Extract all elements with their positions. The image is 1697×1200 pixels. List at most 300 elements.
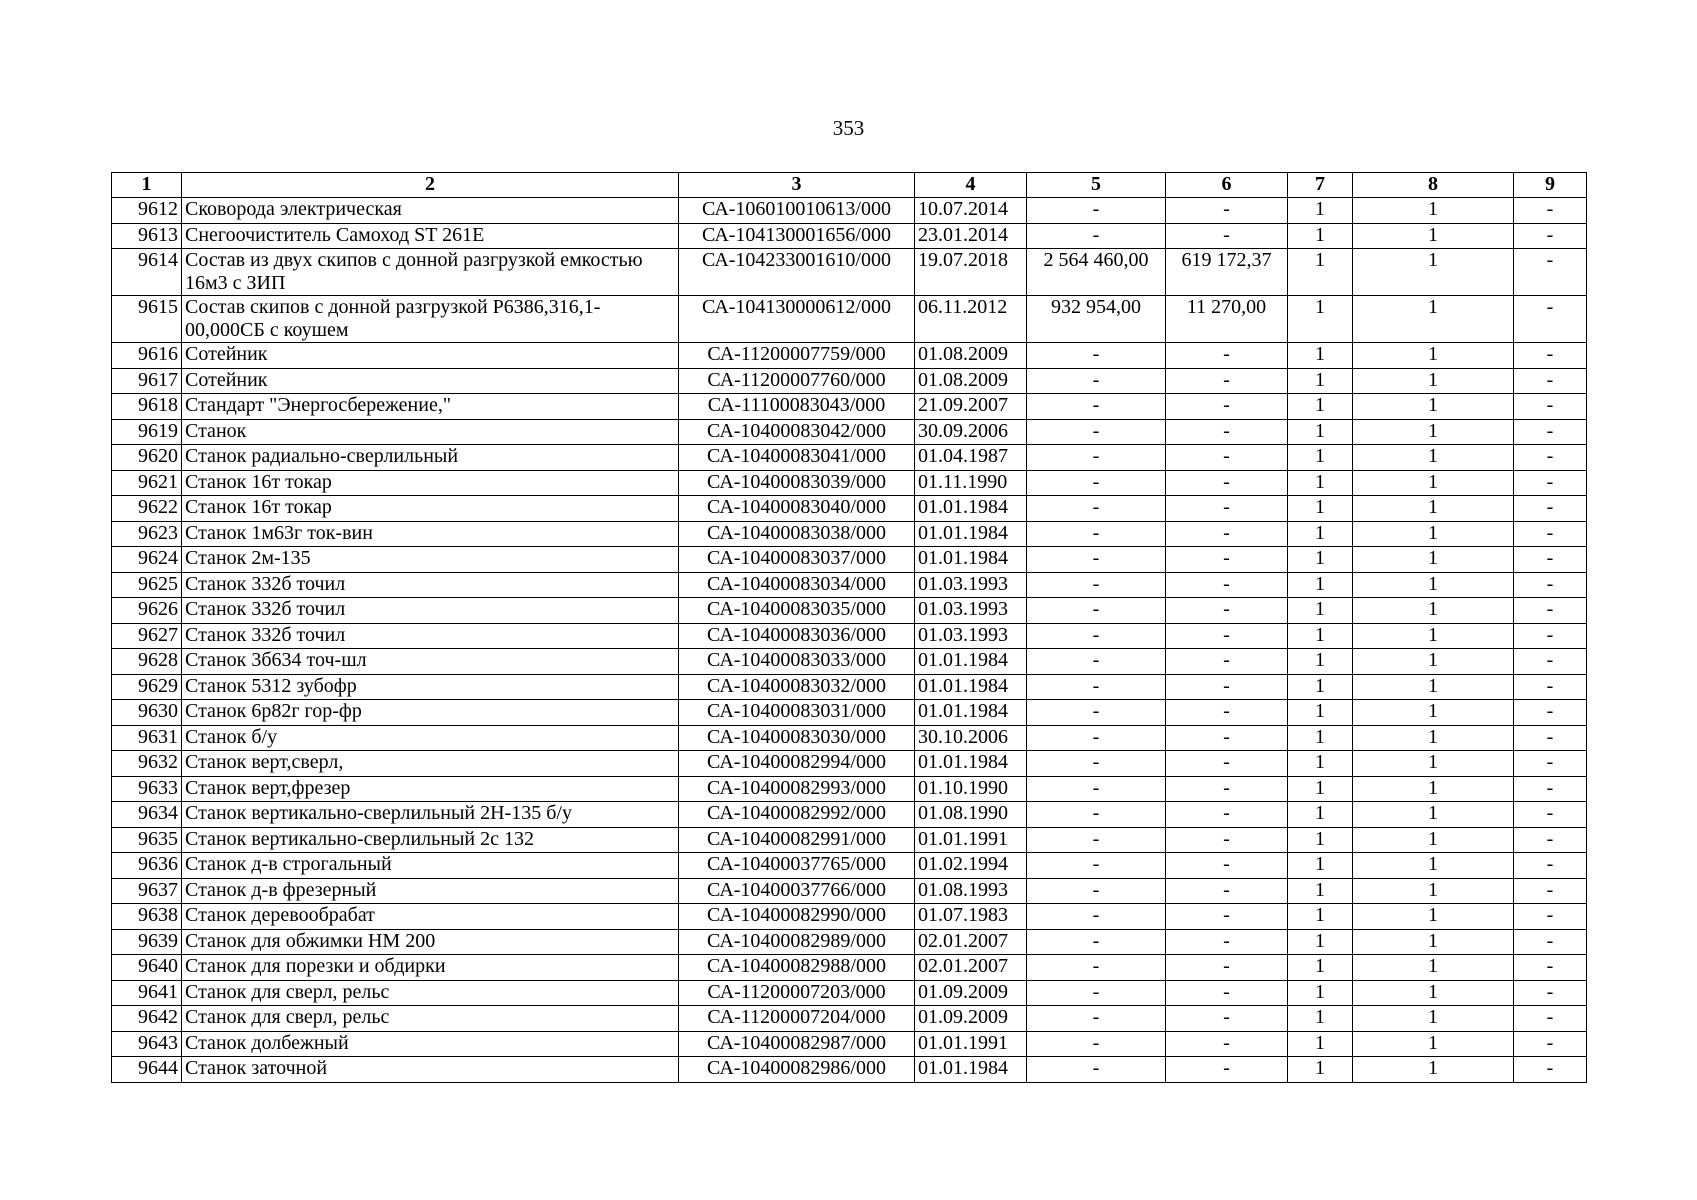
row-number-cell: 9639 (112, 929, 182, 955)
col8-value-cell: 1 (1353, 470, 1514, 496)
item-name-cell: Станок 6р82г гор-фр (182, 700, 679, 726)
date-cell: 01.01.1984 (915, 1057, 1027, 1083)
col5-value-cell: - (1027, 649, 1166, 675)
col7-value-cell: 1 (1288, 853, 1353, 879)
inventory-code-cell: СА-10400082986/000 (679, 1057, 915, 1083)
col5-value-cell: - (1027, 419, 1166, 445)
item-name-cell: Станок для сверл, рельс (182, 1006, 679, 1032)
col9-value-cell: - (1514, 878, 1587, 904)
col5-value-cell: - (1027, 198, 1166, 224)
col5-value-cell: - (1027, 368, 1166, 394)
item-name-cell: Сковорода электрическая (182, 198, 679, 224)
col6-value-cell: - (1166, 419, 1288, 445)
date-cell: 10.07.2014 (915, 198, 1027, 224)
col6-value-cell: - (1166, 1057, 1288, 1083)
col5-value-cell: - (1027, 1057, 1166, 1083)
col7-value-cell: 1 (1288, 1006, 1353, 1032)
col5-value-cell: - (1027, 1006, 1166, 1032)
row-number-cell: 9627 (112, 623, 182, 649)
col5-value-cell: 2 564 460,00 (1027, 249, 1166, 296)
item-name-cell: Станок долбежный (182, 1031, 679, 1057)
col8-value-cell: 1 (1353, 955, 1514, 981)
date-cell: 23.01.2014 (915, 223, 1027, 249)
col9-value-cell: - (1514, 598, 1587, 624)
col9-value-cell: - (1514, 649, 1587, 675)
col5-value-cell: - (1027, 547, 1166, 573)
col7-value-cell: 1 (1288, 296, 1353, 343)
col9-value-cell: - (1514, 419, 1587, 445)
row-number-cell: 9623 (112, 521, 182, 547)
item-name-cell: Станок вертикально-сверлильный 2Н-135 б/у (182, 802, 679, 828)
col7-value-cell: 1 (1288, 1057, 1353, 1083)
column-number-header-row (112, 173, 1587, 198)
row-number-cell: 9636 (112, 853, 182, 879)
table-row (112, 419, 1587, 445)
item-name-cell: Станок вертикально-сверлильный 2с 132 (182, 827, 679, 853)
col6-value-cell: - (1166, 223, 1288, 249)
row-number-cell: 9612 (112, 198, 182, 224)
date-cell: 01.09.2009 (915, 980, 1027, 1006)
table-row (112, 929, 1587, 955)
item-name-cell: Станок б/у (182, 725, 679, 751)
col8-value-cell: 1 (1353, 904, 1514, 930)
date-cell: 01.01.1984 (915, 700, 1027, 726)
col9-value-cell: - (1514, 496, 1587, 522)
inventory-code-cell: СА-11100083043/000 (679, 394, 915, 420)
table-row (112, 725, 1587, 751)
inventory-code-cell: СА-10400082988/000 (679, 955, 915, 981)
col7-value-cell: 1 (1288, 674, 1353, 700)
col9-value-cell: - (1514, 1057, 1587, 1083)
table-row (112, 878, 1587, 904)
inventory-code-cell: СА-10400083037/000 (679, 547, 915, 573)
inventory-code-cell: СА-10400083031/000 (679, 700, 915, 726)
inventory-code-cell: СА-10400082987/000 (679, 1031, 915, 1057)
date-cell: 01.01.1984 (915, 649, 1027, 675)
table-row (112, 853, 1587, 879)
item-name-cell: Станок для обжимки НМ 200 (182, 929, 679, 955)
col6-value-cell: - (1166, 700, 1288, 726)
row-number-cell: 9635 (112, 827, 182, 853)
item-name-cell: Состав из двух скипов с донной разгрузкой емкостью 16м3 с ЗИП (182, 249, 679, 296)
date-cell: 01.02.1994 (915, 853, 1027, 879)
col9-value-cell: - (1514, 470, 1587, 496)
col9-value-cell: - (1514, 249, 1587, 296)
inventory-code-cell: СА-10400082993/000 (679, 776, 915, 802)
col7-value-cell: 1 (1288, 929, 1353, 955)
table-row (112, 572, 1587, 598)
col9-value-cell: - (1514, 929, 1587, 955)
inventory-code-cell: СА-10400082991/000 (679, 827, 915, 853)
inventory-code-cell: СА-10400083036/000 (679, 623, 915, 649)
col7-value-cell: 1 (1288, 623, 1353, 649)
col8-value-cell: 1 (1353, 343, 1514, 369)
col9-value-cell: - (1514, 1006, 1587, 1032)
col8-value-cell: 1 (1353, 521, 1514, 547)
row-number-cell: 9617 (112, 368, 182, 394)
col7-value-cell: 1 (1288, 547, 1353, 573)
col6-value-cell: - (1166, 827, 1288, 853)
col6-value-cell: - (1166, 776, 1288, 802)
col6-value-cell: - (1166, 343, 1288, 369)
col8-value-cell: 1 (1353, 419, 1514, 445)
item-name-cell: Станок 332б точил (182, 623, 679, 649)
col9-value-cell: - (1514, 623, 1587, 649)
col7-value-cell: 1 (1288, 343, 1353, 369)
inventory-code-cell: СА-104130001656/000 (679, 223, 915, 249)
col7-value-cell: 1 (1288, 776, 1353, 802)
table-body (112, 198, 1587, 1083)
col6-value-cell: - (1166, 878, 1288, 904)
col6-value-cell: - (1166, 904, 1288, 930)
date-cell: 30.09.2006 (915, 419, 1027, 445)
row-number-cell: 9618 (112, 394, 182, 420)
table-row (112, 1006, 1587, 1032)
date-cell: 01.11.1990 (915, 470, 1027, 496)
col9-value-cell: - (1514, 296, 1587, 343)
col9-value-cell: - (1514, 521, 1587, 547)
col7-value-cell: 1 (1288, 725, 1353, 751)
date-cell: 02.01.2007 (915, 929, 1027, 955)
item-name-cell: Станок д-в строгальный (182, 853, 679, 879)
col8-value-cell: 1 (1353, 623, 1514, 649)
table-row (112, 598, 1587, 624)
col6-value-cell: - (1166, 980, 1288, 1006)
col7-value-cell: 1 (1288, 827, 1353, 853)
date-cell: 02.01.2007 (915, 955, 1027, 981)
table-row (112, 198, 1587, 224)
row-number-cell: 9621 (112, 470, 182, 496)
col5-value-cell: - (1027, 751, 1166, 777)
table-row (112, 904, 1587, 930)
col7-value-cell: 1 (1288, 700, 1353, 726)
inventory-code-cell: СА-10400083040/000 (679, 496, 915, 522)
col7-value-cell: 1 (1288, 198, 1353, 224)
item-name-cell: Станок 332б точил (182, 598, 679, 624)
inventory-code-cell: СА-10400083041/000 (679, 445, 915, 471)
item-name-cell: Станок 3б634 точ-шл (182, 649, 679, 675)
col5-value-cell: - (1027, 1031, 1166, 1057)
column-header: 3 (679, 173, 915, 198)
col5-value-cell: - (1027, 674, 1166, 700)
table-row (112, 496, 1587, 522)
row-number-cell: 9643 (112, 1031, 182, 1057)
col5-value-cell: - (1027, 802, 1166, 828)
col6-value-cell: - (1166, 623, 1288, 649)
inventory-code-cell: СА-10400083039/000 (679, 470, 915, 496)
item-name-cell: Станок для порезки и обдирки (182, 955, 679, 981)
col8-value-cell: 1 (1353, 649, 1514, 675)
col6-value-cell: - (1166, 572, 1288, 598)
date-cell: 01.03.1993 (915, 572, 1027, 598)
date-cell: 01.03.1993 (915, 598, 1027, 624)
col7-value-cell: 1 (1288, 1031, 1353, 1057)
item-name-cell: Станок д-в фрезерный (182, 878, 679, 904)
inventory-code-cell: СА-11200007204/000 (679, 1006, 915, 1032)
col7-value-cell: 1 (1288, 470, 1353, 496)
date-cell: 01.07.1983 (915, 904, 1027, 930)
inventory-code-cell: СА-10400083034/000 (679, 572, 915, 598)
col5-value-cell: - (1027, 521, 1166, 547)
row-number-cell: 9644 (112, 1057, 182, 1083)
table-row (112, 296, 1587, 343)
col5-value-cell: - (1027, 223, 1166, 249)
row-number-cell: 9629 (112, 674, 182, 700)
inventory-code-cell: СА-10400083033/000 (679, 649, 915, 675)
date-cell: 01.03.1993 (915, 623, 1027, 649)
col9-value-cell: - (1514, 802, 1587, 828)
row-number-cell: 9633 (112, 776, 182, 802)
row-number-cell: 9631 (112, 725, 182, 751)
row-number-cell: 9620 (112, 445, 182, 471)
table-row (112, 980, 1587, 1006)
inventory-code-cell: СА-10400083038/000 (679, 521, 915, 547)
col9-value-cell: - (1514, 368, 1587, 394)
date-cell: 21.09.2007 (915, 394, 1027, 420)
inventory-code-cell: СА-10400083035/000 (679, 598, 915, 624)
row-number-cell: 9632 (112, 751, 182, 777)
col9-value-cell: - (1514, 674, 1587, 700)
inventory-code-cell: СА-11200007760/000 (679, 368, 915, 394)
col7-value-cell: 1 (1288, 249, 1353, 296)
col8-value-cell: 1 (1353, 249, 1514, 296)
col6-value-cell: 619 172,37 (1166, 249, 1288, 296)
col9-value-cell: - (1514, 827, 1587, 853)
col6-value-cell: 11 270,00 (1166, 296, 1288, 343)
row-number-cell: 9613 (112, 223, 182, 249)
row-number-cell: 9622 (112, 496, 182, 522)
col6-value-cell: - (1166, 496, 1288, 522)
col9-value-cell: - (1514, 955, 1587, 981)
col9-value-cell: - (1514, 1031, 1587, 1057)
row-number-cell: 9630 (112, 700, 182, 726)
col9-value-cell: - (1514, 223, 1587, 249)
col7-value-cell: 1 (1288, 223, 1353, 249)
inventory-code-cell: СА-106010010613/000 (679, 198, 915, 224)
col5-value-cell: - (1027, 470, 1166, 496)
inventory-code-cell: СА-10400082990/000 (679, 904, 915, 930)
col5-value-cell: - (1027, 955, 1166, 981)
col8-value-cell: 1 (1353, 827, 1514, 853)
col6-value-cell: - (1166, 394, 1288, 420)
col7-value-cell: 1 (1288, 598, 1353, 624)
inventory-code-cell: СА-10400037765/000 (679, 853, 915, 879)
column-header: 9 (1514, 173, 1587, 198)
col8-value-cell: 1 (1353, 929, 1514, 955)
item-name-cell: Станок радиально-сверлильный (182, 445, 679, 471)
col6-value-cell: - (1166, 725, 1288, 751)
inventory-code-cell: СА-10400083032/000 (679, 674, 915, 700)
date-cell: 01.01.1984 (915, 674, 1027, 700)
col8-value-cell: 1 (1353, 1057, 1514, 1083)
col9-value-cell: - (1514, 445, 1587, 471)
inventory-code-cell: СА-10400082994/000 (679, 751, 915, 777)
row-number-cell: 9619 (112, 419, 182, 445)
col5-value-cell: - (1027, 776, 1166, 802)
col6-value-cell: - (1166, 649, 1288, 675)
col5-value-cell: - (1027, 572, 1166, 598)
row-number-cell: 9614 (112, 249, 182, 296)
col8-value-cell: 1 (1353, 853, 1514, 879)
col5-value-cell: - (1027, 904, 1166, 930)
table-row (112, 700, 1587, 726)
col5-value-cell: - (1027, 827, 1166, 853)
col6-value-cell: - (1166, 598, 1288, 624)
col8-value-cell: 1 (1353, 1006, 1514, 1032)
col7-value-cell: 1 (1288, 649, 1353, 675)
row-number-cell: 9634 (112, 802, 182, 828)
inventory-code-cell: СА-10400082992/000 (679, 802, 915, 828)
col7-value-cell: 1 (1288, 368, 1353, 394)
table-row (112, 368, 1587, 394)
col8-value-cell: 1 (1353, 980, 1514, 1006)
col8-value-cell: 1 (1353, 1031, 1514, 1057)
col9-value-cell: - (1514, 700, 1587, 726)
inventory-code-cell: СА-104233001610/000 (679, 249, 915, 296)
table-row (112, 955, 1587, 981)
column-header: 8 (1353, 173, 1514, 198)
table-row (112, 827, 1587, 853)
item-name-cell: Станок деревообрабат (182, 904, 679, 930)
col8-value-cell: 1 (1353, 198, 1514, 224)
col6-value-cell: - (1166, 547, 1288, 573)
col9-value-cell: - (1514, 980, 1587, 1006)
col7-value-cell: 1 (1288, 802, 1353, 828)
table-row (112, 521, 1587, 547)
column-header: 5 (1027, 173, 1166, 198)
col5-value-cell: - (1027, 394, 1166, 420)
col8-value-cell: 1 (1353, 572, 1514, 598)
col9-value-cell: - (1514, 776, 1587, 802)
inventory-code-cell: СА-11200007203/000 (679, 980, 915, 1006)
col5-value-cell: - (1027, 445, 1166, 471)
col8-value-cell: 1 (1353, 751, 1514, 777)
col5-value-cell: - (1027, 496, 1166, 522)
table-row (112, 623, 1587, 649)
col9-value-cell: - (1514, 853, 1587, 879)
col8-value-cell: 1 (1353, 598, 1514, 624)
col5-value-cell: 932 954,00 (1027, 296, 1166, 343)
column-header: 2 (182, 173, 679, 198)
table-row (112, 445, 1587, 471)
col9-value-cell: - (1514, 394, 1587, 420)
col6-value-cell: - (1166, 751, 1288, 777)
table-row (112, 343, 1587, 369)
item-name-cell: Станок 16т токар (182, 470, 679, 496)
col6-value-cell: - (1166, 368, 1288, 394)
col7-value-cell: 1 (1288, 445, 1353, 471)
row-number-cell: 9641 (112, 980, 182, 1006)
table-row (112, 1057, 1587, 1083)
col7-value-cell: 1 (1288, 521, 1353, 547)
date-cell: 01.01.1984 (915, 751, 1027, 777)
table-row (112, 776, 1587, 802)
date-cell: 01.08.1993 (915, 878, 1027, 904)
row-number-cell: 9626 (112, 598, 182, 624)
item-name-cell: Станок 2м-135 (182, 547, 679, 573)
col7-value-cell: 1 (1288, 572, 1353, 598)
item-name-cell: Станок верт,фрезер (182, 776, 679, 802)
inventory-code-cell: СА-10400083030/000 (679, 725, 915, 751)
inventory-code-cell: СА-10400083042/000 (679, 419, 915, 445)
col9-value-cell: - (1514, 343, 1587, 369)
table-row (112, 751, 1587, 777)
col6-value-cell: - (1166, 955, 1288, 981)
date-cell: 01.10.1990 (915, 776, 1027, 802)
table-row (112, 249, 1587, 296)
row-number-cell: 9615 (112, 296, 182, 343)
column-header: 7 (1288, 173, 1353, 198)
col8-value-cell: 1 (1353, 725, 1514, 751)
col6-value-cell: - (1166, 198, 1288, 224)
date-cell: 01.08.2009 (915, 368, 1027, 394)
date-cell: 01.09.2009 (915, 1006, 1027, 1032)
col5-value-cell: - (1027, 878, 1166, 904)
table-row (112, 223, 1587, 249)
date-cell: 01.01.1984 (915, 547, 1027, 573)
col6-value-cell: - (1166, 521, 1288, 547)
col5-value-cell: - (1027, 343, 1166, 369)
col8-value-cell: 1 (1353, 223, 1514, 249)
col7-value-cell: 1 (1288, 980, 1353, 1006)
col7-value-cell: 1 (1288, 878, 1353, 904)
row-number-cell: 9637 (112, 878, 182, 904)
item-name-cell: Стандарт "Энергосбережение," (182, 394, 679, 420)
date-cell: 01.01.1984 (915, 521, 1027, 547)
row-number-cell: 9625 (112, 572, 182, 598)
row-number-cell: 9642 (112, 1006, 182, 1032)
col9-value-cell: - (1514, 904, 1587, 930)
date-cell: 01.08.2009 (915, 343, 1027, 369)
col6-value-cell: - (1166, 802, 1288, 828)
page-number: 353 (832, 116, 865, 140)
item-name-cell: Станок (182, 419, 679, 445)
row-number-cell: 9616 (112, 343, 182, 369)
column-header: 1 (112, 173, 182, 198)
table-row (112, 649, 1587, 675)
col6-value-cell: - (1166, 1006, 1288, 1032)
col8-value-cell: 1 (1353, 496, 1514, 522)
col7-value-cell: 1 (1288, 419, 1353, 445)
item-name-cell: Станок 332б точил (182, 572, 679, 598)
row-number-cell: 9638 (112, 904, 182, 930)
row-number-cell: 9624 (112, 547, 182, 573)
asset-table (111, 172, 1587, 1083)
date-cell: 30.10.2006 (915, 725, 1027, 751)
col9-value-cell: - (1514, 572, 1587, 598)
item-name-cell: Сотейник (182, 368, 679, 394)
col7-value-cell: 1 (1288, 955, 1353, 981)
item-name-cell: Станок заточной (182, 1057, 679, 1083)
column-header: 6 (1166, 173, 1288, 198)
table-row (112, 547, 1587, 573)
item-name-cell: Станок для сверл, рельс (182, 980, 679, 1006)
col5-value-cell: - (1027, 853, 1166, 879)
col8-value-cell: 1 (1353, 700, 1514, 726)
col8-value-cell: 1 (1353, 776, 1514, 802)
column-header: 4 (915, 173, 1027, 198)
item-name-cell: Станок 16т токар (182, 496, 679, 522)
col8-value-cell: 1 (1353, 394, 1514, 420)
inventory-code-cell: СА-10400037766/000 (679, 878, 915, 904)
item-name-cell: Снегоочиститель Самоход ST 261E (182, 223, 679, 249)
col8-value-cell: 1 (1353, 547, 1514, 573)
item-name-cell: Станок 5312 зубофр (182, 674, 679, 700)
item-name-cell: Станок верт,сверл, (182, 751, 679, 777)
item-name-cell: Сотейник (182, 343, 679, 369)
col5-value-cell: - (1027, 725, 1166, 751)
col7-value-cell: 1 (1288, 496, 1353, 522)
